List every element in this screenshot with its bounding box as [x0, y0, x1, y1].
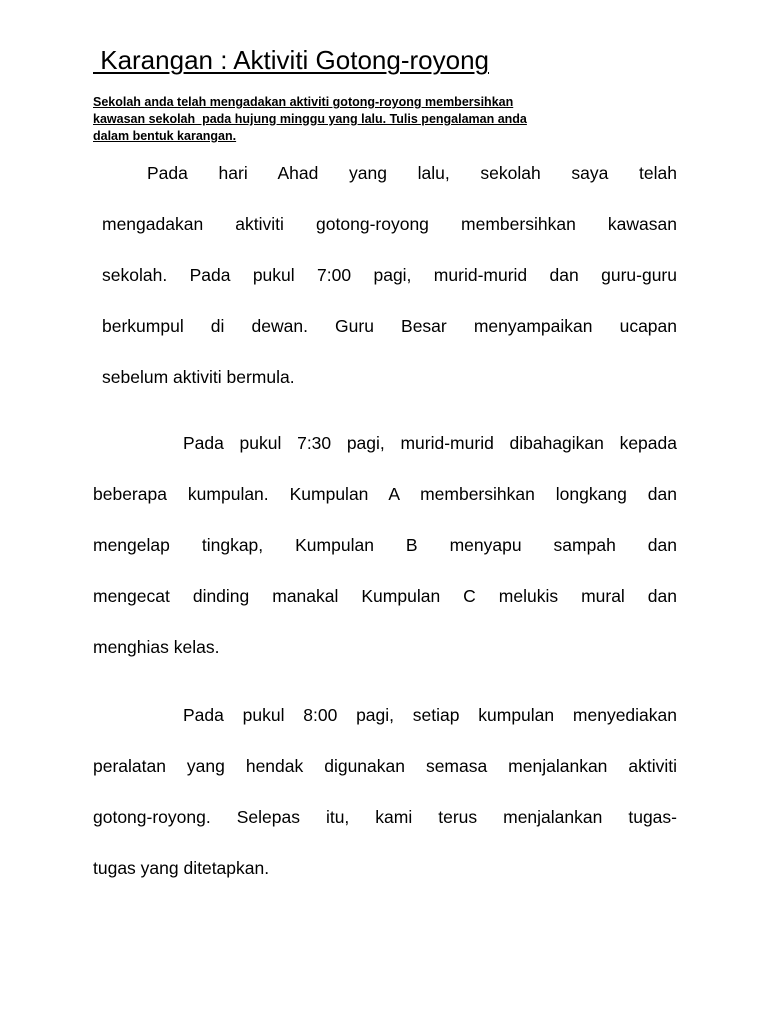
paragraph-line: mengadakan aktiviti gotong-royong membersihkan kawasan [102, 214, 677, 234]
paragraph-line: Pada pukul 8:00 pagi, setiap kumpulan menyediakan [183, 705, 677, 725]
paragraph-3 [93, 690, 677, 894]
paragraph-1 [102, 148, 677, 403]
essay-prompt [93, 94, 653, 145]
paragraph-line: mengecat dinding manakal Kumpulan C melukis mural dan [93, 586, 677, 606]
paragraph-line: gotong-royong. Selepas itu, kami terus menjalankan tugas- [93, 807, 677, 827]
paragraph-line: menghias kelas. [93, 637, 220, 657]
paragraph-line: Pada pukul 7:30 pagi, murid-murid dibahagikan kepada [183, 433, 677, 453]
paragraph-line: sebelum aktiviti bermula. [102, 367, 295, 387]
paragraph-line: mengelap tingkap, Kumpulan B menyapu sampah dan [93, 535, 677, 555]
paragraph-line: tugas yang ditetapkan. [93, 858, 270, 878]
prompt-line: Sekolah anda telah mengadakan aktiviti gotong-royong membersihkan [93, 95, 514, 109]
document-title: Karangan : Aktiviti Gotong-royong [93, 45, 490, 75]
paragraph-line: berkumpul di dewan. Guru Besar menyampaikan ucapan [102, 316, 677, 336]
paragraph-2 [93, 418, 677, 673]
paragraph-line: peralatan yang hendak digunakan semasa menjalankan aktiviti [93, 756, 677, 776]
paragraph-line: beberapa kumpulan. Kumpulan A membersihkan longkang dan [93, 484, 677, 504]
paragraph-line: sekolah. Pada pukul 7:00 pagi, murid-murid dan guru-guru [102, 265, 677, 285]
prompt-line: kawasan sekolah pada hujung minggu yang lalu. Tulis pengalaman anda [93, 112, 527, 126]
paragraph-line: Pada hari Ahad yang lalu, sekolah saya telah [147, 163, 677, 183]
prompt-line: dalam bentuk karangan. [93, 129, 237, 143]
